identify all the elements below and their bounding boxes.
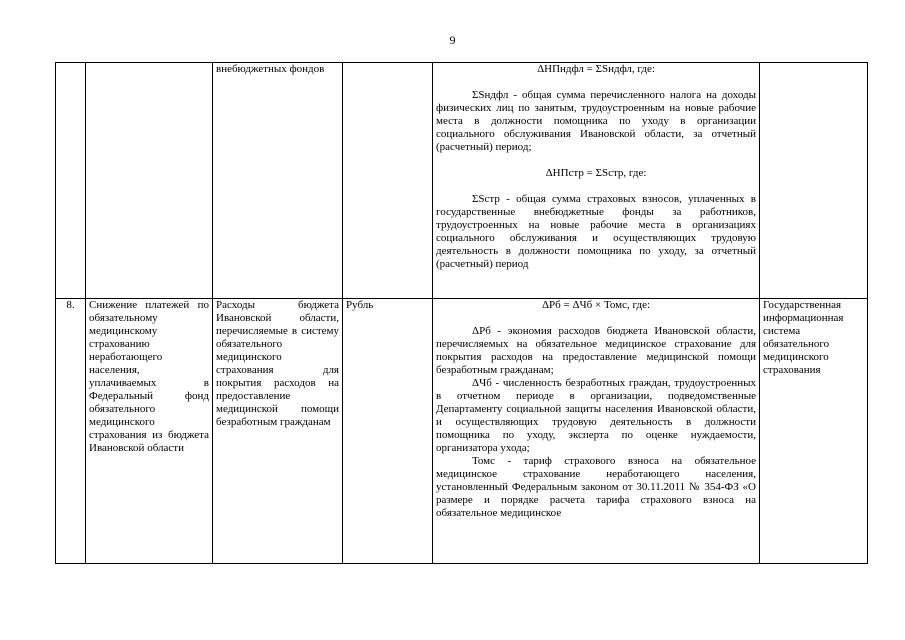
source-text: Государственная информационная система обязательного медицинского страхования xyxy=(763,299,844,376)
definition-ndfl: ΣSндфл - общая сумма перечисленного налога на доходы физических лиц по занятым, трудоустроенным на новые рабочие места в должности помощника по уходу в организации социального обслуживания Ивановской области, за отчетный (расчетный) период; xyxy=(436,89,756,153)
definition-str: ΣSстр - общая сумма страховых взносов, уплаченных в государственные внебюджетные фонды за работников, трудоустроенных на новые рабочие места в организациях социального обслуживания и осуществляющих трудовую деятельность в должности помощника по уходу, за отчетный (расчетный) период xyxy=(436,193,756,270)
cell-source xyxy=(760,63,868,299)
cell-description xyxy=(213,299,343,564)
cell-unit: Рубль xyxy=(343,299,433,564)
indicators-table xyxy=(55,62,868,564)
cell-indicator xyxy=(86,299,213,564)
cell-num: 8. xyxy=(56,299,86,564)
cell-unit xyxy=(343,63,433,299)
page-number: 9 xyxy=(449,33,456,47)
table-row-continuation xyxy=(56,63,868,299)
cell-num xyxy=(56,63,86,299)
cell-description xyxy=(213,63,343,299)
cell-method xyxy=(433,299,760,564)
indicator-text: Снижение платежей по обязательному медицинскому страхованию неработающего населения, уплачиваемых в Федеральный фонд обязательного медицинского страхования из бюджета Ивановской области xyxy=(89,299,209,454)
formula-str: ΔНПстр = ΣSстр, где: xyxy=(545,167,647,179)
cell-source xyxy=(760,299,868,564)
formula-rb: ΔРб = ΔЧб × Томс, где: xyxy=(541,299,651,311)
cell-indicator xyxy=(86,63,213,299)
table-row-8 xyxy=(56,299,868,564)
description-text: Расходы бюджета Ивановской области, перечисляемые в систему обязательного медицинского страхования для покрытия расходов на предоставление медицинской помощи безработным гражданам xyxy=(216,299,339,428)
definition-toms: Томс - тариф страхового взноса на обязательное медицинское страхование неработающего населения, установленный Федеральным законом от 30.11.2011 № 354-ФЗ «О размере и порядке расчета тарифа страхового взноса на обязательное медицинское xyxy=(436,455,756,519)
definition-rb: ΔРб - экономия расходов бюджета Ивановской области, перечисляемых на обязательное медицинское страхование для покрытия расходов на предоставление медицинской помощи безработным гражданам; xyxy=(436,325,756,376)
description-text: внебюджетных фондов xyxy=(216,63,325,75)
formula-ndfl: ΔНПндфл = ΣSндфл, где: xyxy=(537,63,655,75)
cell-method xyxy=(433,63,760,299)
definition-chb: ΔЧб - численность безработных граждан, трудоустроенных в отчетном периоде в организации, подведомственные Департаменту социальной защиты населения Ивановской области, и осуществляющих трудовую деятельность в должности помощника по уходу, эксперта по оценке нуждаемости, организатора ухода; xyxy=(436,377,756,454)
